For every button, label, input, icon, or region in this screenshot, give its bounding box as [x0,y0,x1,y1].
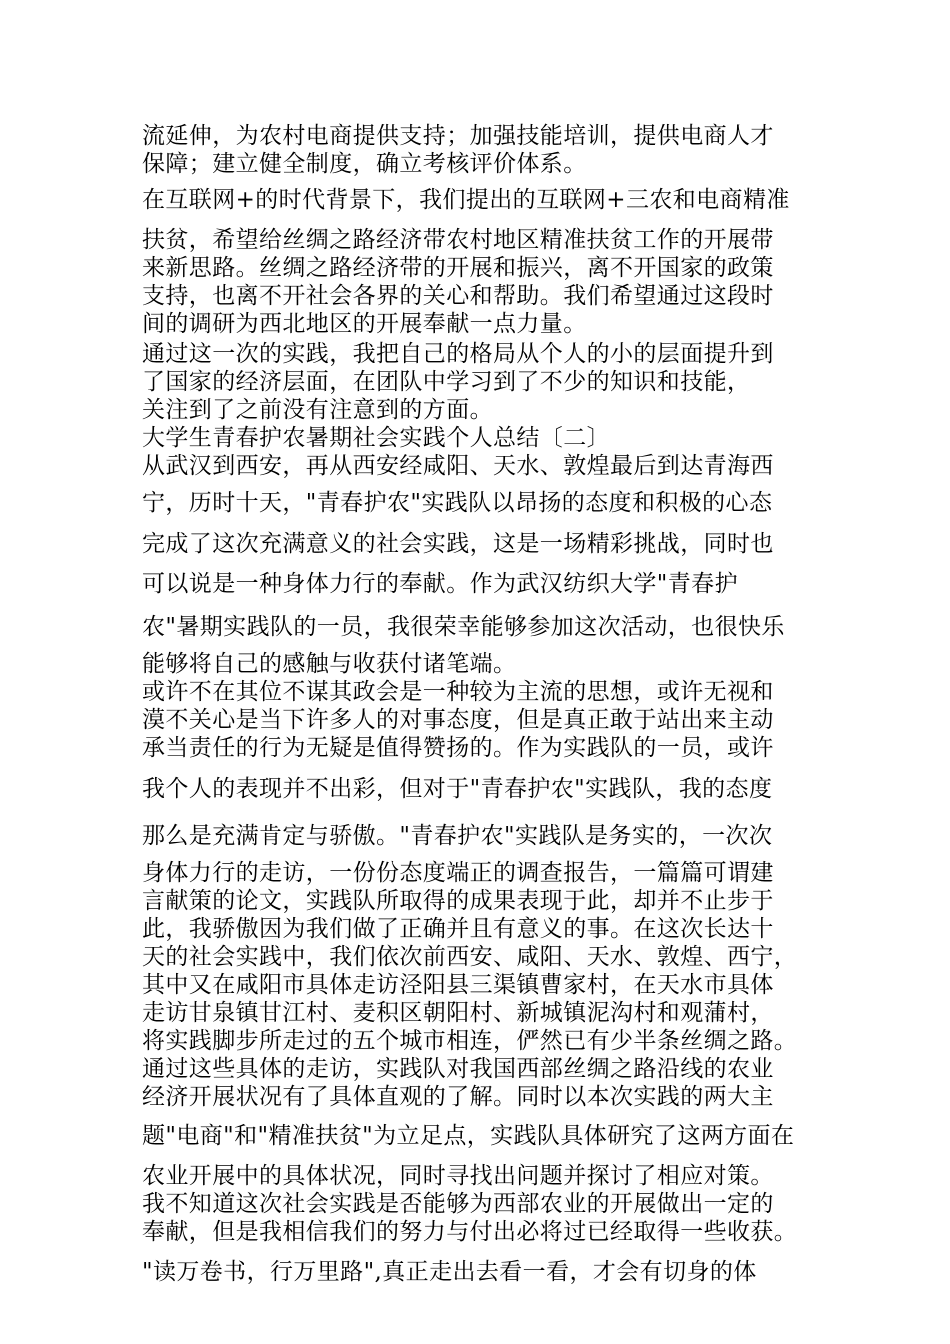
text-line: 从武汉到西安，再从西安经咸阳、天水、敦煌最后到达青海西 [142,453,774,479]
text-line: 关注到了之前没有注意到的方面。 [142,397,493,423]
text-line: 农"暑期实践队的一员，我很荣幸能够参加这次活动，也很快乐 [142,614,785,640]
text-line: 农业开展中的具体状况，同时寻找出问题并探讨了相应对策。 [142,1163,774,1189]
text-line: "读万卷书，行万里路",真正走出去看一看，才会有切身的体 [142,1259,757,1285]
text-line: 通过这一次的实践，我把自己的格局从个人的小的层面提升到 [142,341,774,367]
text-line: 了国家的经济层面，在团队中学习到了不少的知识和技能， [142,369,751,395]
section-heading: 大学生青春护农暑期社会实践个人总结〔二〕 [142,425,610,451]
text-line: 漠不关心是当下许多人的对事态度，但是真正敢于站出来主动 [142,707,774,733]
text-line: 或许不在其位不谋其政会是一种较为主流的思想，或许无视和 [142,679,774,705]
text-line: 天的社会实践中，我们依次前西安、咸阳、天水、敦煌、西宁， [142,944,798,970]
text-line: 保障；建立健全制度，确立考核评价体系。 [142,151,587,177]
text-line: 宁，历时十天，"青春护农"实践队以昂扬的态度和积极的心态 [142,490,773,516]
text-line: 间的调研为西北地区的开展奉献一点力量。 [142,311,587,337]
text-line: 走访甘泉镇甘江村、麦积区朝阳村、新城镇泥沟村和观蒲村， [142,1000,774,1026]
text-line: 其中又在咸阳市具体走访泾阳县三渠镇曹家村，在天水市具体 [142,972,774,998]
text-line: 经济开展状况有了具体直观的了解。同时以本次实践的两大主 [142,1084,774,1110]
text-line: 那么是充满肯定与骄傲。"青春护农"实践队是务实的，一次次 [142,823,773,849]
text-line: 奉献，但是我相信我们的努力与付出必将过已经取得一些收获。 [142,1219,798,1245]
text-line: 题"电商"和"精准扶贫"为立足点，实践队具体研究了这两方面在 [142,1123,795,1149]
text-line: 我个人的表现并不出彩，但对于"青春护农"实践队，我的态度 [142,776,773,802]
text-line: 承当责任的行为无疑是值得赞扬的。作为实践队的一员，或许 [142,735,774,761]
text-line: 言献策的论文，实践队所取得的成果表现于此，却并不止步于 [142,888,774,914]
text-line: 流延伸，为农村电商提供支持；加强技能培训，提供电商人才 [142,123,774,149]
text-line: 扶贫，希望给丝绸之路经济带农村地区精准扶贫工作的开展带 [142,227,774,253]
text-line: 来新思路。丝绸之路经济带的开展和振兴，离不开国家的政策 [142,255,774,281]
text-line: 支持，也离不开社会各界的关心和帮助。我们希望通过这段时 [142,283,774,309]
text-line: 身体力行的走访，一份份态度端正的调查报告，一篇篇可谓建 [142,860,774,886]
text-line: 完成了这次充满意义的社会实践，这是一场精彩挑战，同时也 [142,531,774,557]
text-line: 可以说是一种身体力行的奉献。作为武汉纺织大学"青春护 [142,571,738,597]
text-line: 通过这些具体的走访，实践队对我国西部丝绸之路沿线的农业 [142,1056,774,1082]
text-line: 将实践脚步所走过的五个城市相连，俨然已有少半条丝绸之路。 [142,1028,798,1054]
text-line: 在互联网+的时代背景下，我们提出的互联网+三农和电商精准 [142,187,790,213]
text-line: 我不知道这次社会实践是否能够为西部农业的开展做出一定的 [142,1191,774,1217]
text-line: 此，我骄傲因为我们做了正确并且有意义的事。在这次长达十 [142,916,774,942]
text-line: 能够将自己的感触与收获付诸笔端。 [142,651,517,677]
